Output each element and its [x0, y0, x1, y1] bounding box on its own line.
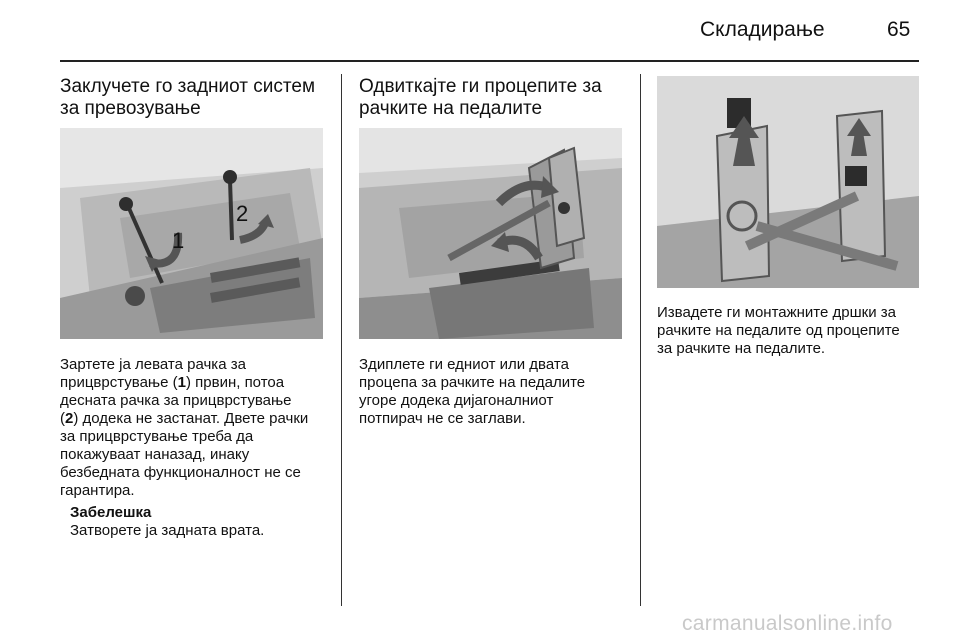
paragraph-remove-instructions: [657, 304, 932, 358]
paragraph-unfold-instructions: [359, 356, 634, 428]
text-line: безбедната функционалност не се: [60, 464, 301, 481]
watermark: carmanualsonline.info: [682, 612, 893, 635]
running-header-title: Складирање: [700, 18, 825, 41]
column-divider-1: [341, 74, 342, 606]
callout-2: 2: [236, 201, 249, 226]
text-line: угоре додека дијагоналниот: [359, 392, 554, 409]
text-line: потпирач не се заглави.: [359, 410, 526, 427]
text-line: за прицврстување треба да: [60, 428, 254, 445]
note-text: Затворете ја задната врата.: [70, 522, 265, 539]
page-number: 65: [887, 18, 911, 41]
text-line: рачките на педалите од процепите: [657, 322, 900, 339]
text-line: Здиплете ги едниот или двата: [359, 356, 569, 373]
section-heading-lock-carrier: [60, 76, 315, 120]
heading-line: Одвиткајте ги процепите за: [359, 76, 602, 97]
section-heading-unfold-slots: [359, 76, 602, 120]
ref-number-2: 2: [65, 410, 74, 427]
column-divider-2: [640, 74, 641, 606]
heading-line: Заклучете го задниот систем: [60, 76, 316, 97]
callout-1: 1: [172, 228, 185, 253]
photo-pedal-slots: [359, 128, 622, 339]
text-line: процепа за рачките на педалите: [359, 374, 586, 391]
ref-number-1: 1: [177, 374, 186, 391]
photo-lock-levers: [60, 128, 323, 339]
header-rule: [60, 60, 919, 62]
text-line: прицврстување (1) првин, потоа: [60, 374, 285, 391]
heading-line: рачките на педалите: [359, 98, 543, 119]
note-title: Забелешка: [70, 504, 152, 521]
text-line: покажуваат наназад, инаку: [60, 446, 250, 463]
text-line: Извадете ги монтажните дршки за: [657, 304, 896, 321]
text-line: гарантира.: [60, 482, 135, 499]
text-line: (2) додека не застанат. Двете рачки: [60, 410, 309, 427]
paragraph-lock-instructions: [60, 356, 335, 500]
text-line: десната рачка за прицврстување: [60, 392, 292, 409]
text-line: Зартете ја левата рачка за: [60, 356, 246, 373]
heading-line: за превозување: [60, 98, 201, 119]
text-line: за рачките на педалите.: [657, 340, 826, 357]
photo-remove-holders: [657, 76, 919, 288]
